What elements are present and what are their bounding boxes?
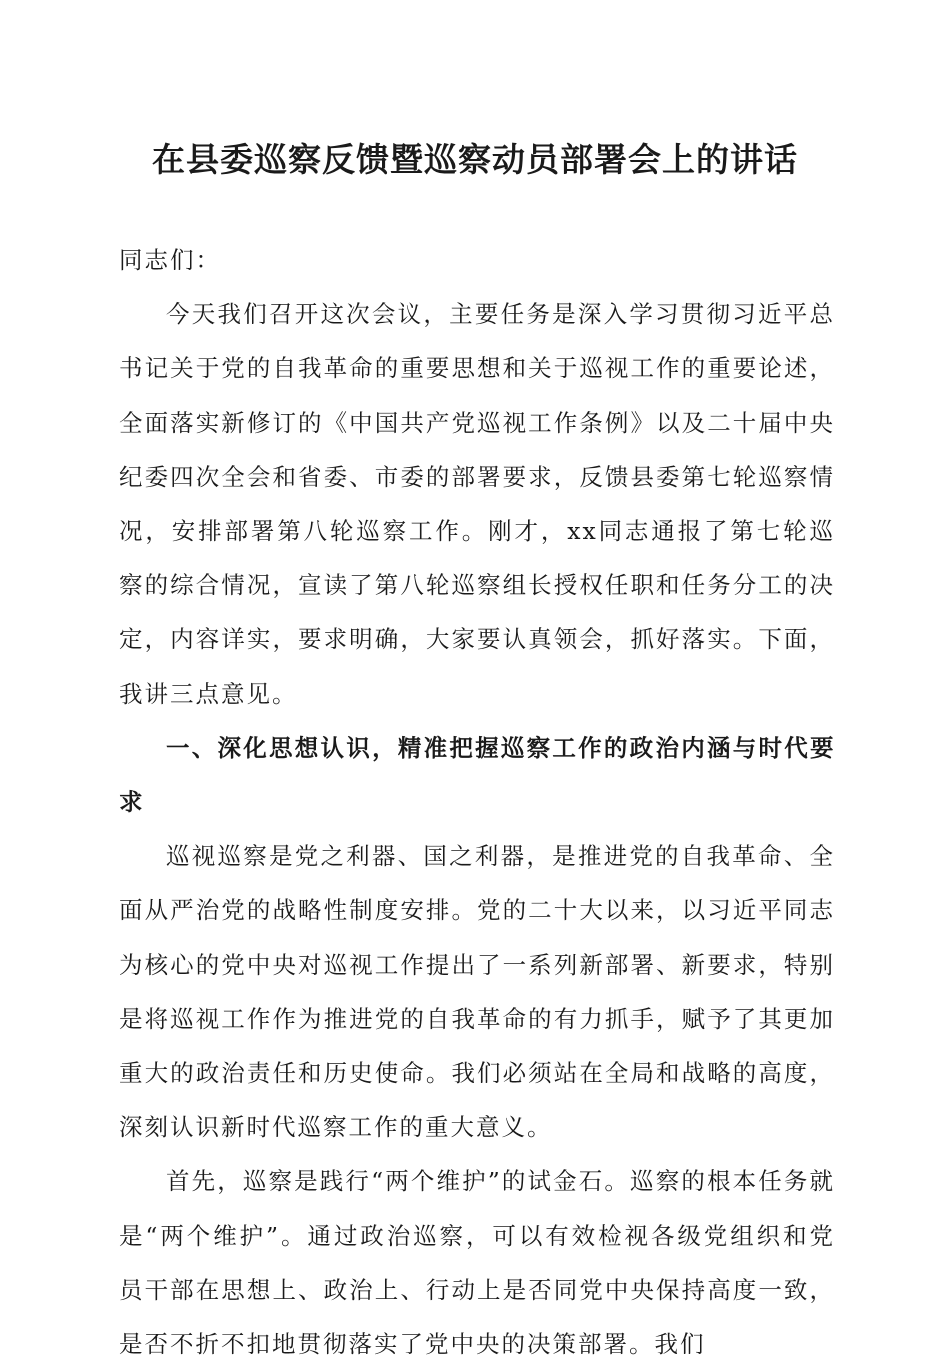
section-heading-1: 一、深化思想认识，精准把握巡察工作的政治内涵与时代要求 — [119, 733, 835, 817]
document-body — [119, 233, 835, 1371]
section1-paragraph-2: 首先，巡察是践行“两个维护”的试金石。巡察的根本任务就是“两个维护”。通过政治巡察，可以有效检视各级党组织和党员干部在思想上、政治上、行动上是否同党中央保持高度一致，是否不折不扣地贯彻落实了党中央的决策部署。我们 — [119, 1167, 835, 1359]
section1-paragraph-1: 巡视巡察是党之利器、国之利器，是推进党的自我革命、全面从严治党的战略性制度安排。党的二十大以来，以习近平同志为核心的党中央对巡视工作提出了一系列新部署、新要求，特别是将巡视工作作为推进党的自我革命的有力抓手，赋予了其更加重大的政治责任和历史使命。我们必须站在全局和战略的高度，深刻认识新时代巡察工作的重大意义。 — [119, 842, 835, 1142]
salutation: 同志们： — [119, 246, 221, 274]
intro-paragraph: 今天我们召开这次会议，主要任务是深入学习贯彻习近平总书记关于党的自我革命的重要思想和关于巡视工作的重要论述，全面落实新修订的《中国共产党巡视工作条例》以及二十届中央纪委四次全会和省委、市委的部署要求，反馈县委第七轮巡察情况，安排部署第八轮巡察工作。刚才，xx同志通报了第七轮巡察的综合情况，宣读了第八轮巡察组长授权任职和任务分工的决定，内容详实，要求明确，大家要认真领会，抓好落实。下面，我讲三点意见。 — [119, 300, 835, 708]
document-title: 在县委巡察反馈暨巡察动员部署会上的讲话 — [152, 140, 798, 179]
